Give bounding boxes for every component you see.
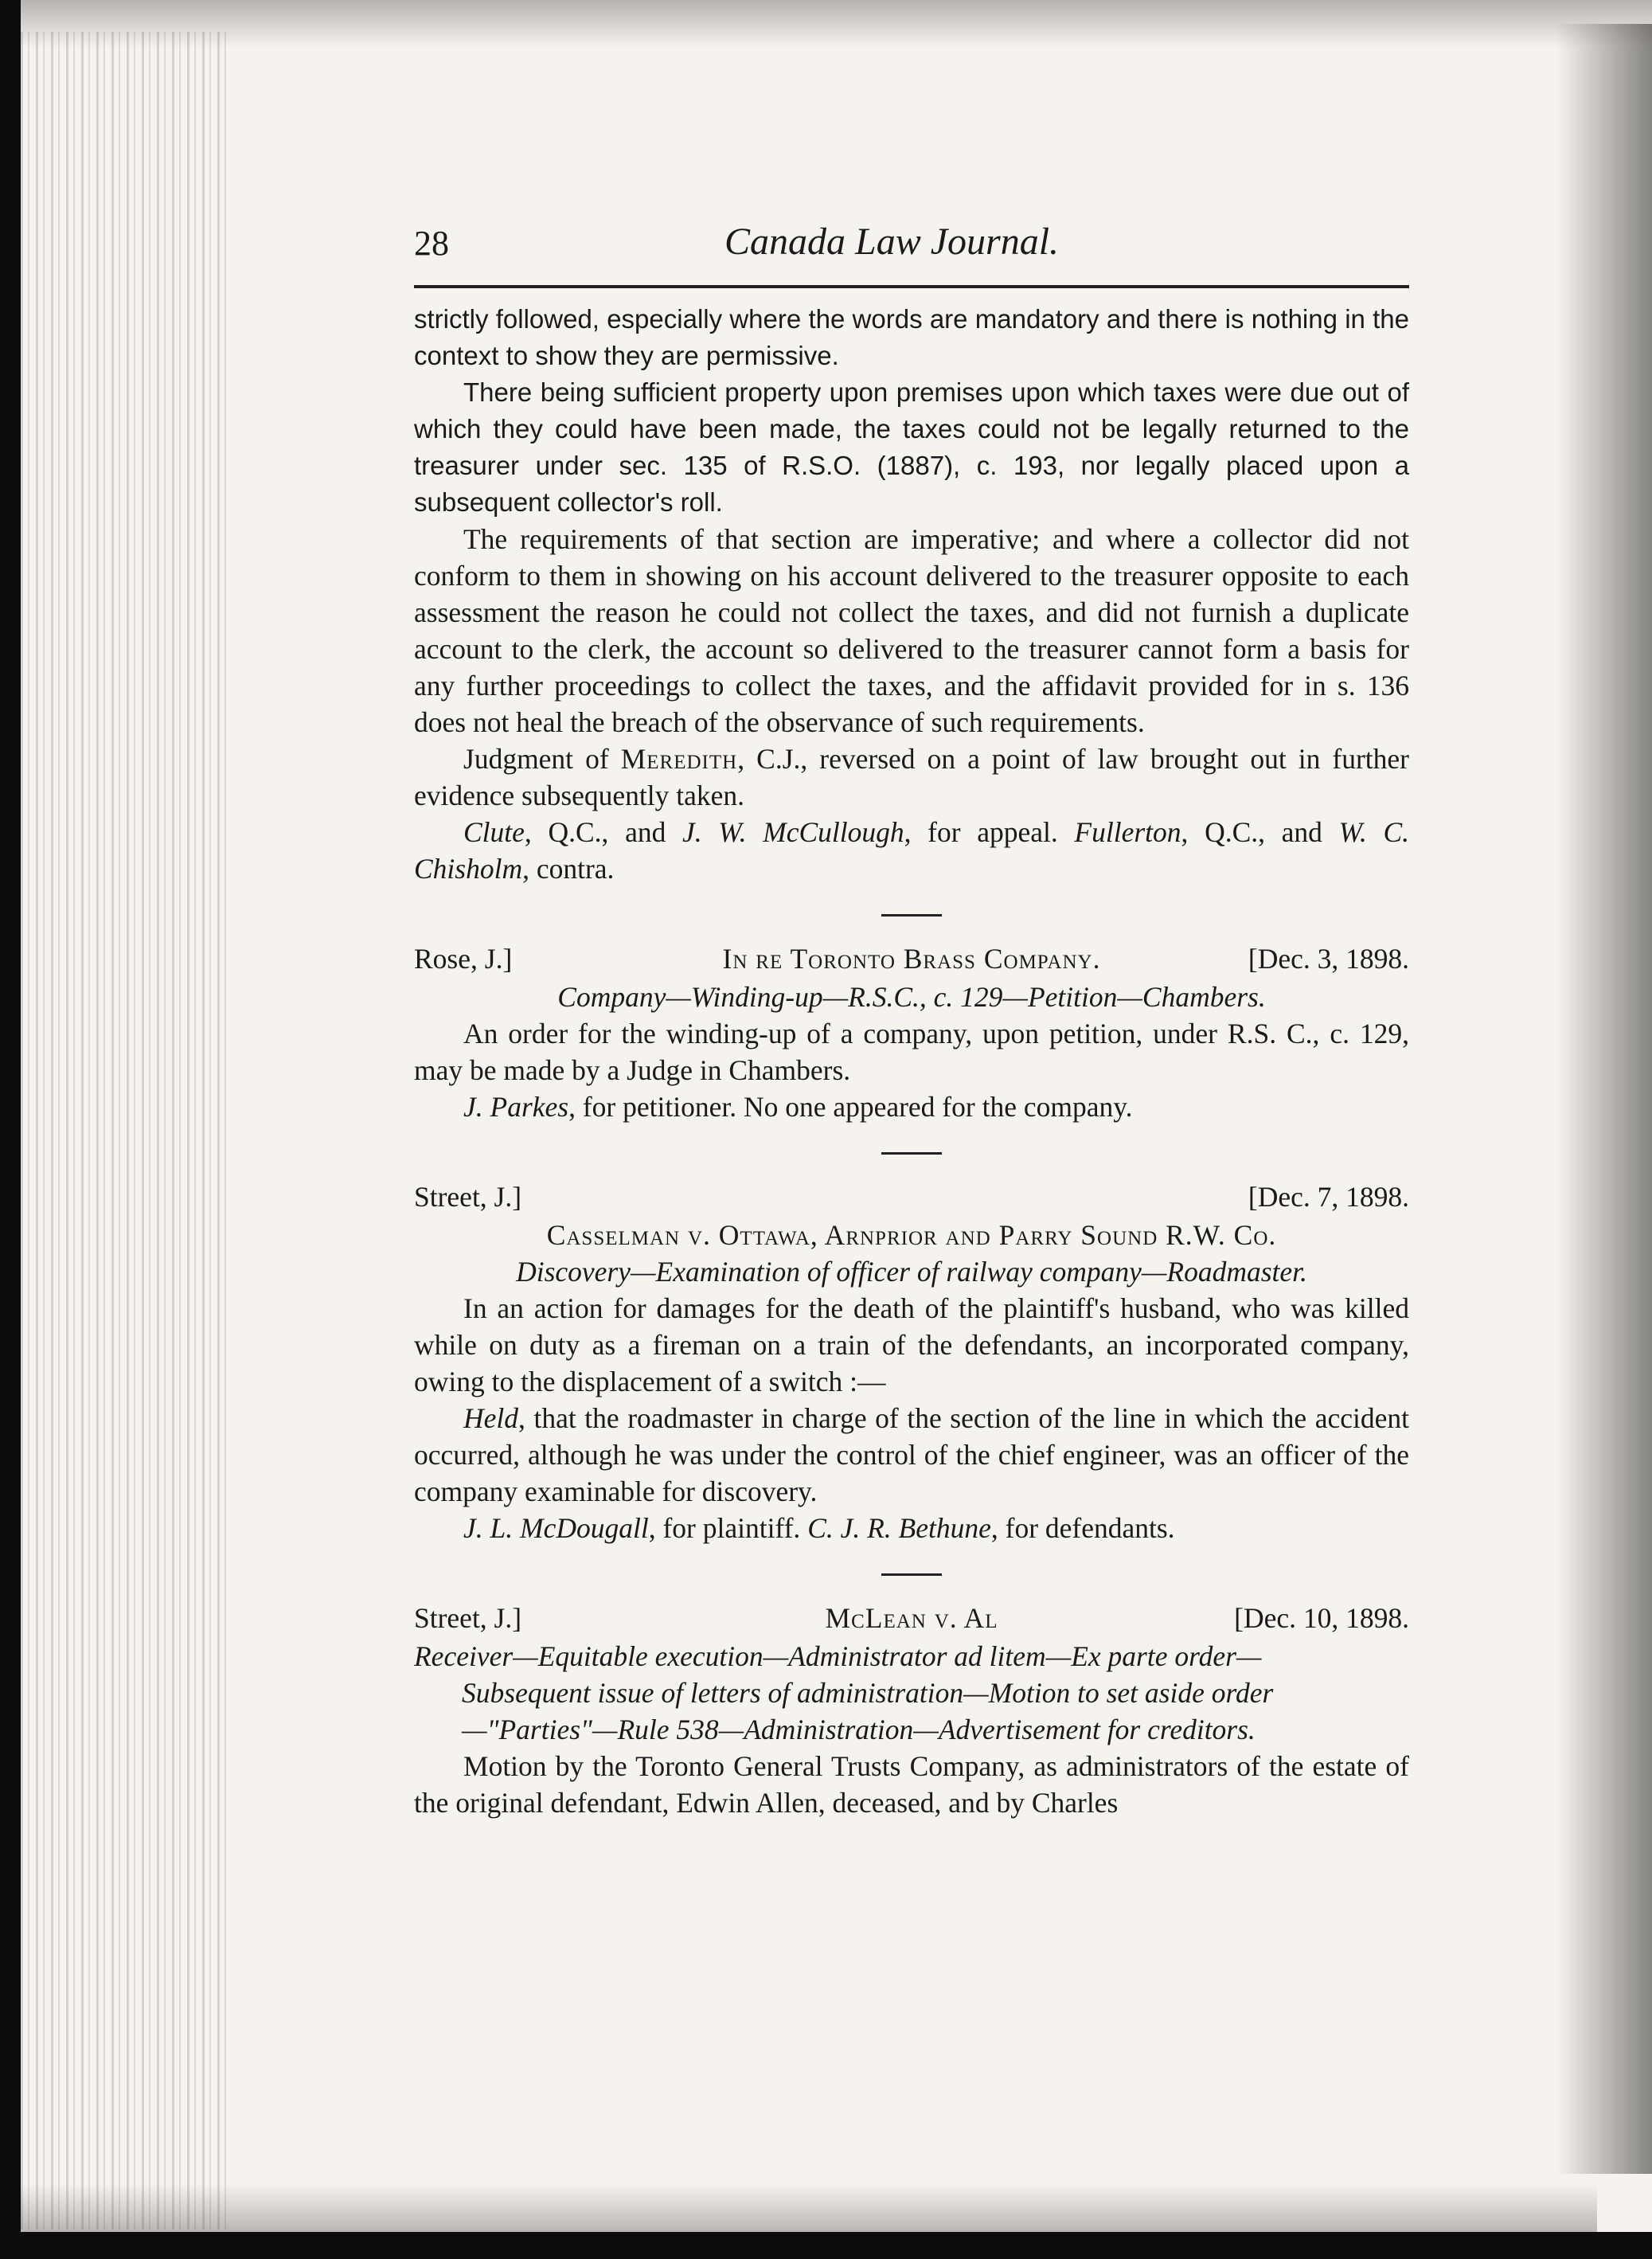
catchwords: Discovery—Examination of officer of railway company—Roadmaster. [516,1256,1307,1288]
case-date: [Dec. 3, 1898. [1248,943,1409,975]
text-run: , Q.C., and [524,816,682,848]
case-date: [Dec. 7, 1898. [1248,1181,1409,1213]
journal-page [414,215,1409,1821]
counsel-name: J. W. McCullough [682,816,904,848]
counsel-line [414,1510,1409,1546]
counsel-line [414,814,1409,887]
catchwords-line: Subsequent issue of letters of administration—Motion to set aside order [462,1677,1274,1709]
text-run: , that the roadmaster in charge of the section of the line in which the accident occurred, although he was under the control of the chief engineer, was an officer of the company examinable for discovery. [414,1402,1409,1507]
case-name: Casselman v. Ottawa, Arnprior and Parry Sound R.W. Co. [546,1219,1277,1251]
scan-right-edge [1556,24,1652,2174]
judge-name: Meredith [620,743,738,775]
text-run: , for petitioner. No one appeared for the company. [568,1091,1133,1123]
counsel-name: J. L. McDougall [463,1512,649,1544]
scan-bottom-edge [0,2232,1652,2259]
text-run: , for defendants. [990,1512,1175,1544]
scan-left-edge [0,0,21,2259]
text-run: , for plaintiff. [648,1512,808,1544]
paragraph [414,1400,1409,1510]
case-judge: Street, J.] [414,1181,522,1213]
section-divider [881,1152,942,1155]
case-name: McLean v. Al [825,1602,998,1634]
case-judge: Street, J.] [414,1602,522,1634]
text-run: , for appeal. [904,816,1075,848]
header-rule [414,285,1409,288]
counsel-name: Clute [463,816,525,848]
page-number: 28 [414,224,449,263]
scan-top-edge [21,0,1652,48]
counsel-name: J. Parkes [463,1091,569,1123]
held-label: Held [463,1402,519,1434]
paragraph [414,741,1409,814]
paragraph: There being sufficient property upon premises upon which taxes were due out of which they could have been made, the taxes could not be legally returned to the treasurer under sec. 135 of R.S.O. (1887), c. 193, nor legally placed upon a subsequent collector's roll. [414,377,1409,517]
text-run: , C.J., reversed on a point of law brought out in further evidence subsequently taken. [414,743,1409,811]
counsel-line [414,1088,1409,1125]
paragraph: strictly followed, especially where the words are mandatory and there is nothing in the context to show they are permissive. [414,304,1409,370]
paragraph: In an action for damages for the death of the plaintiff's husband, who was killed while on duty as a fireman on a train of the defendants, an incorporated company, owing to the displacement of a switch :— [414,1292,1409,1397]
paragraph: An order for the winding-up of a company, upon petition, under R.S. C., c. 129, may be made by a Judge in Chambers. [414,1018,1409,1086]
catchwords-line: Receiver—Equitable execution—Administrator ad litem—Ex parte order— [414,1640,1262,1672]
section-divider [881,1573,942,1576]
case-judge: Rose, J.] [414,943,513,975]
case-date: [Dec. 10, 1898. [1234,1602,1409,1634]
page-body [414,301,1409,1821]
counsel-name: Fullerton [1074,816,1181,848]
running-head [414,215,1409,279]
case-name: In re Toronto Brass Company. [722,943,1101,975]
counsel-name: C. J. R. Bethune [807,1512,991,1544]
counsel-name: W. C. Chisholm [414,816,1410,885]
catchwords [414,1638,1409,1748]
text-run: , contra. [522,853,615,885]
case-heading [414,940,1409,979]
case-heading [414,1178,1409,1217]
paragraph: The requirements of that section are imperative; and where a collector did not conform to them in showing on his account delivered to the treasurer opposite to each assessment the reason he could not collect the taxes, and did not furnish a duplicate account to the clerk, the account so delivered to the treasurer cannot form a basis for any further proceedings to collect the taxes, and the affidavit provided for in s. 136 does not heal the breach of the observance of such requirements. [414,523,1409,738]
scan-bottom-shadow [21,2184,1597,2232]
text-run: Judgment of [463,743,621,775]
scan-binding-shadow [21,32,228,2230]
text-run: , Q.C., and [1181,816,1339,848]
paragraph: Motion by the Toronto General Trusts Company, as administrators of the estate of the original defendant, Edwin Allen, deceased, and by Charles [414,1750,1409,1819]
case-heading [414,1600,1409,1638]
section-divider [881,914,942,916]
journal-title: Canada Law Journal. [724,221,1060,263]
catchwords: Company—Winding-up—R.S.C., c. 129—Petition—Chambers. [557,981,1266,1013]
catchwords-line: —"Parties"—Rule 538—Administration—Advertisement for creditors. [462,1714,1256,1745]
